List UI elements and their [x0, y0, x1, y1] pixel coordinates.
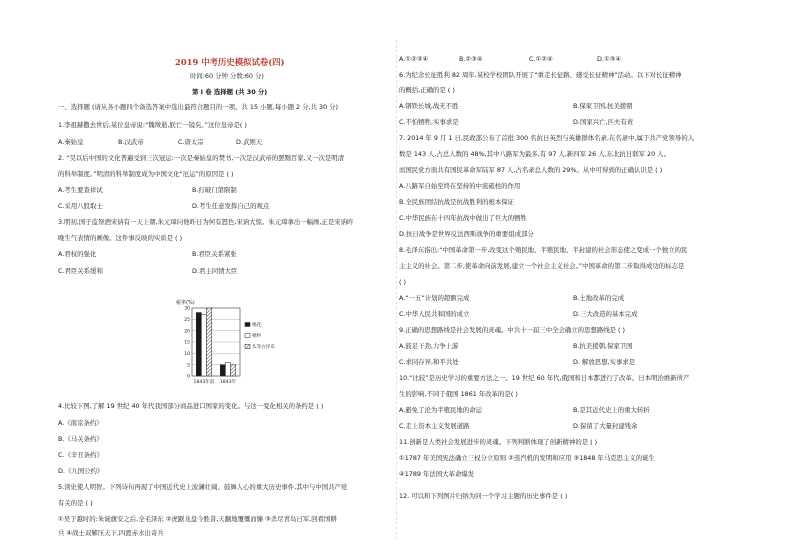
q6-option-d: D.国家兴亡,匹夫有责 [573, 118, 634, 126]
y-tick-label-25: 25 [184, 317, 190, 323]
q3-option-d: D.君主同情大臣 [192, 267, 238, 275]
q8-option-d: D.三大改造的基本完成 [573, 310, 638, 318]
q3-option-b: B.君臣关系紧张 [192, 250, 237, 258]
question-4: 4.比较下图,了解 19 世纪 40 年代我国部分商品进口国家的变化。与这一变化相关的条约是 ( ) [58, 402, 324, 410]
q9-option-b: B.抗美援朝,保家卫国 [573, 342, 633, 350]
q1-option-c: C.唐太宗 [178, 138, 204, 146]
question-5-line3: ①吴于越时的:朱诞旗安之后,全毛泽东 ②虎踞龙盘今胜昔,天翻地覆慨而慷 ③杀尽青岛日军,回看国耕 [58, 515, 337, 523]
q8-option-c: C.中华人民共和国的成立 [399, 310, 470, 318]
question-7-line3: 而国民党方面共有国民革命军陆军 87 人,占名录总人数的 29%。从中可得到的正确认识是 ( ) [399, 166, 663, 174]
exam-meta: 时间:60 分钟 分数:60 分) [190, 72, 264, 80]
section-instructions: 一、选择题 (请从各小题四个备选答案中选出最符合题目的一项。共 15 小题,每小题 2 分,共 30 分) [58, 103, 339, 111]
bar-1-0 [220, 365, 225, 376]
question-10-line1: 10.“比较”是历史学习的重要方法之一。19 世纪 60 年代,俄国和日本都进行了改革。日本明治维新所产 [399, 374, 690, 382]
legend-label-2: 头等白洋布 [252, 345, 275, 350]
column-divider [396, 40, 397, 540]
x-tick-label-0: 1843年前 [193, 380, 215, 385]
q8-option-b: B.土地改革的完成 [573, 294, 625, 302]
question-11-line1: 11.创新是人类社会发展进步的灵魂。下列判断体现了创新精神的是 ( ) [399, 438, 598, 446]
q1-option-b: B.汉武帝 [118, 138, 144, 146]
question-6-line2: 的概括,正确的是 ( ) [399, 86, 455, 94]
question-11-line3: ④1789 年法国大革命爆发 [399, 470, 475, 478]
tariff-bar-chart [174, 296, 282, 392]
q5-option-c: C.①②④ [529, 55, 553, 63]
q5-option-a: A.①②③④ [399, 55, 429, 63]
question-11-line2: ①1787 年美国宪法确立三权分立原则 ②蒸汽机的发明和应用 ③1848 年马克思主义的诞生 [399, 454, 655, 462]
bar-0-2 [207, 308, 212, 376]
q5-option-b: B.②③④ [459, 55, 483, 63]
q10-option-a: A.避免了沦为半殖民地的命运 [399, 406, 482, 414]
question-10-line2: 生的影响,不同于俄国 1861 年改革的是( ) [399, 390, 518, 398]
y-tick-label-10: 10 [184, 351, 190, 357]
y-tick-label-20: 20 [184, 329, 190, 335]
q7-option-c: C.中华民族在十四年抗战中做出了巨大的牺牲 [399, 214, 527, 222]
chart-svg [174, 296, 282, 392]
bar-0-1 [201, 315, 206, 376]
q8-option-a: A.“一五”计划的超额完成 [399, 294, 470, 302]
q2-option-c: C.采用八股取士 [58, 202, 103, 210]
q2-option-d: D.考生任意发挥自己的观点 [192, 202, 270, 210]
legend-swatch-0 [245, 323, 250, 327]
legend-label-1: 棉纱 [252, 334, 262, 339]
q7-option-b: B.全民族团结抗战是抗战胜利的根本保证 [399, 198, 515, 206]
q9-option-a: A.鼓足干劲,力争上游 [399, 342, 459, 350]
q9-option-d: D. 解放思想,实事求是 [573, 358, 636, 366]
question-8-line2: 主主义的社会。第二步,使革命向前发展,建立一个社会主义社会。”中国革命的第二步取得成功的标志是 [399, 262, 685, 270]
q4-option-d: D.《九国公约》 [58, 467, 104, 475]
y-tick-label-5: 5 [187, 363, 190, 369]
q1-option-d: D.武则天 [236, 138, 263, 146]
x-tick-label-1: 1843年 [219, 380, 237, 385]
bar-0-0 [196, 313, 201, 376]
q10-option-b: B.是其近代史上的重大转折 [573, 406, 650, 414]
y-tick-label-15: 15 [184, 340, 190, 346]
question-7-line1: 7. 2014 年 9 月 1 日,民政部公布了首批 300 名抗日英烈与英雄群体名录,在名录中,属于共产党领导的人 [399, 134, 695, 142]
y-axis-title: 税率(%) [176, 300, 195, 306]
y-tick-label-30: 30 [184, 306, 190, 312]
q3-option-c: C.君臣关系缓和 [58, 267, 103, 275]
bar-1-1 [225, 362, 230, 376]
legend-label-0: 棉花 [252, 323, 262, 328]
q7-option-a: A.八路军自始至终在坚持的中流砥柱的作用 [399, 182, 521, 190]
question-1: 1.李祖赫撒去世后,某位皇帝说:“魏徵逝,朕亡一镜矣。”这位皇帝是( ) [58, 121, 247, 129]
question-12: 12. 可以和下列图片归纳为同一个学习主题的历史事件是 ( ) [399, 492, 568, 500]
question-5-line2: 有关的是 ( ) [58, 499, 93, 507]
question-2-line2: 的科举制度。”明清的科举制度成为中国文化“厄运”的原因是 ( ) [58, 170, 234, 178]
question-9: 9.正确的思想路线是社会发展的灵魂。中共十一届三中全会确立的思想路线是 ( ) [399, 326, 626, 334]
question-2-line1: 2. “昊以后中国的文化普遍受到三次冠运:一次是秦始皇的焚书,一次是汉武帝的罢黜百家,又一次是明清 [58, 154, 345, 162]
question-8-line1: 8.毛泽东指出:“中国革命第一步,改变这个殖民地、半殖民地、半封建的社会形态使之变成一个独立的民 [399, 246, 688, 254]
q7-option-d: D.抗日战争是世界反法西斯战争的重要组成部分 [399, 230, 534, 238]
q10-option-d: D.保留了大量封建残余 [573, 422, 638, 430]
bar-1-2 [231, 365, 236, 376]
q10-option-c: C.走上资本主义发展道路 [399, 422, 470, 430]
q6-option-a: A.钢铁长城,战无不胜 [399, 102, 459, 110]
q3-option-a: A.君权的强化 [58, 250, 97, 258]
q6-option-b: B.保家卫国,抗美援朝 [573, 102, 633, 110]
q4-option-a: A.《南京条约》 [58, 419, 103, 427]
q2-option-a: A.考生要查祥试 [58, 186, 103, 194]
y-tick-label-0: 0 [187, 374, 190, 380]
question-7-line2: 数是 143 人,占总人数的 48%,其中八路军为最多,有 97 人,新四军 26 人,东北抗日联军 20 人。 [399, 150, 670, 158]
question-6-line1: 6.为纪念长征胜利 82 周年,某校学校团队开展了“重走长征路、感受长征精神”活动。以下对长征精神 [399, 71, 682, 79]
question-5-line4: 兵 ④战士双解压天下,四渡赤水出奇兵 [58, 529, 164, 537]
q9-option-c: C.求同存异,和平共处 [399, 358, 459, 366]
question-5-line1: 5.读史使人明智。下列诗句再现了中国近代史上波澜壮阔、鼓舞人心的重大历史事件,其中与中国共产党 [58, 483, 348, 491]
q2-option-b: B.打破门第限制 [192, 186, 237, 194]
q6-option-c: C.不怕牺牲,实事求是 [399, 118, 459, 126]
q1-option-a: A.秦始皇 [58, 138, 84, 146]
q5-option-d: D.①③④ [597, 55, 622, 63]
q4-option-c: C.《辛丑条约》 [58, 451, 103, 459]
question-8-line3: ( ) [399, 278, 407, 286]
exam-title: 2019 中考历史模拟试卷(四) [175, 57, 285, 67]
part-heading: 第 I 卷 选择题 (共 30 分) [192, 88, 268, 96]
question-3-line1: 3.明初,国子监祭酒宋讷有一天上朝,朱元璋问他昨日为何有怒色,宋讷大惊。朱元璋拿出一幅画,正是宋讷昨 [58, 218, 354, 226]
legend-swatch-1 [245, 334, 250, 338]
question-3-line2: 晚生气表情的画像。这件事反映的实质是 ( ) [58, 234, 183, 242]
legend-swatch-2 [245, 345, 250, 349]
q4-option-b: B.《马关条约》 [58, 435, 103, 443]
